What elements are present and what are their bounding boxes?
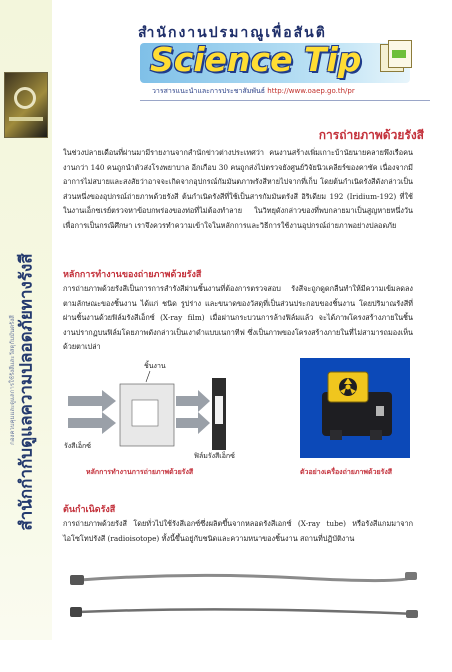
header-subtitle [152, 86, 355, 97]
diagram-label-object: ชิ้นงาน [144, 362, 166, 370]
atom-ring-icon [14, 87, 36, 109]
sidebar-vertical-subtitle: กองควบคุมและดูแลการใช้รังสีและวัสดุกัมมันตรังสี [9, 315, 16, 445]
xray-principle-diagram [62, 356, 252, 462]
header-divider [140, 100, 430, 101]
article-title: การถ่ายภาพด้วยรังสี [318, 128, 424, 142]
header-url-link[interactable]: http://www.oaep.go.th/pr [267, 87, 355, 95]
section-source-title: ต้นกำเนิดรังสี [63, 505, 116, 515]
photo-caption: ตัวอย่างเครื่องถ่ายภาพด้วยรังสี [300, 468, 393, 476]
header-subtitle-text: วารสารแนะนำและการประชาสัมพันธ์ [152, 87, 266, 95]
cable-1 [70, 572, 417, 585]
section-principle-title: หลักการทำงานของถ่ายภาพด้วยรังสี [63, 270, 202, 280]
documents-icon [380, 40, 414, 76]
diagram-caption: หลักการทำงานการถ่ายภาพด้วยรังสี [86, 468, 194, 476]
cable-2 [70, 607, 418, 618]
diagram-label-source: รังสีเอ็กซ์ [64, 442, 92, 450]
article-intro: ในช่วงปลายเดือนที่ผ่านมามีรายงานจากสำนักข่าวต่างประเทศว่า คนงานสร้างเพิ่มเกาะบ้านัยนายคลายพึงเรือคนงานกว่า 140 คนถูกนำตัวส่งโรงพยาบาล อีกเกือบ 30 คนถูกส่งไปตรวจยังศูนย์วิจัยนิวเคลียร์ของคาซัค เนื่องจากมีอาการไม่สบายและสงสัยว่าอาจจะเกิดจากอุปกรณ์กัมมันตภาพรังสีหายไปจากที่เก็บ โดยต้นกำเนิดรังสีดังกล่าวเป็นส่วนหนึ่งของอุปกรณ์ถ่ายภาพด้วยรังสี ต้นกำเนิดรังสีที่ใช้เป็นสารกัมมันตรังสี อิริเดียม 192 (Iridium-192) ที่ใช้ในงานเอ็กซเรย์ตรวจหาข้อบกพร่องของท่อที่ไม่ต้องทำลาย ในวิทยุดังกล่าวของที่พบกลายมาเป็นสูญหายหนึ่งวัน เพื่อการเป็นกรณีศึกษา เราจึงควรทำความเข้าใจในหลักการและวิธีการใช้งานอุปกรณ์ถ่ายภาพอย่างปลอดภัย [63, 148, 413, 230]
sidebar-vertical-title: สำนักกำกับดูแลความปลอดภัยทางรังสี [16, 253, 37, 531]
ray-arrows [68, 390, 116, 434]
source-cables-photo [70, 562, 420, 632]
section-principle-body: การถ่ายภาพด้วยรังสีเป็นการการสำรังสีผ่านชิ้นงานที่ต้องการตรวจสอบ รังสีจะถูกดูดกลืนทำให้มีความเข้มลดลงตามลักษณะของชิ้นงาน ได้แก่ ชนิด รูปร่าง และขนาดของวัสดุที่เป็นส่วนประกอบของชิ้นงาน โดยปริมาณรังสีที่ผ่านชิ้นงานด้วยฟิล์มรังสีเอ็กซ์ (X-ray film) เมื่อผ่านกระบวนการล้างฟิล์มแล้ว จะได้ภาพโครงสร้างภายในชิ้นงานปรากฏบนฟิล์มโดยภาพดังกล่าวเป็นเงาดำแบบเนกาทีฟ ซึ่งเป็นภาพของโครงสร้างภายในที่ไม่สามารถมองเห็นด้วยตาเปล่า [63, 284, 413, 352]
section-source-body: การถ่ายภาพด้วยรังสี โดยทั่วไปใช้รังสีเอกซ์ซึ่งผลิตขึ้นจากหลอดรังสีเอกซ์ (X-ray tube) หรือรังสีแกมมาจากไอโซโทปรังสี (radioisotope) ทั้งนี้ขึ้นอยู่กับชนิดและความหนาของชิ้นงาน สถานที่ปฏิบัติงาน [63, 519, 413, 543]
radiography-device-photo [300, 358, 410, 458]
diagram-label-film: ฟิล์มรังสีเอ็กซ์ [194, 452, 235, 460]
header-org-name: สำนักงานปรมาณูเพื่อสันติ [138, 25, 327, 41]
header-title: Science Tip [150, 40, 362, 79]
